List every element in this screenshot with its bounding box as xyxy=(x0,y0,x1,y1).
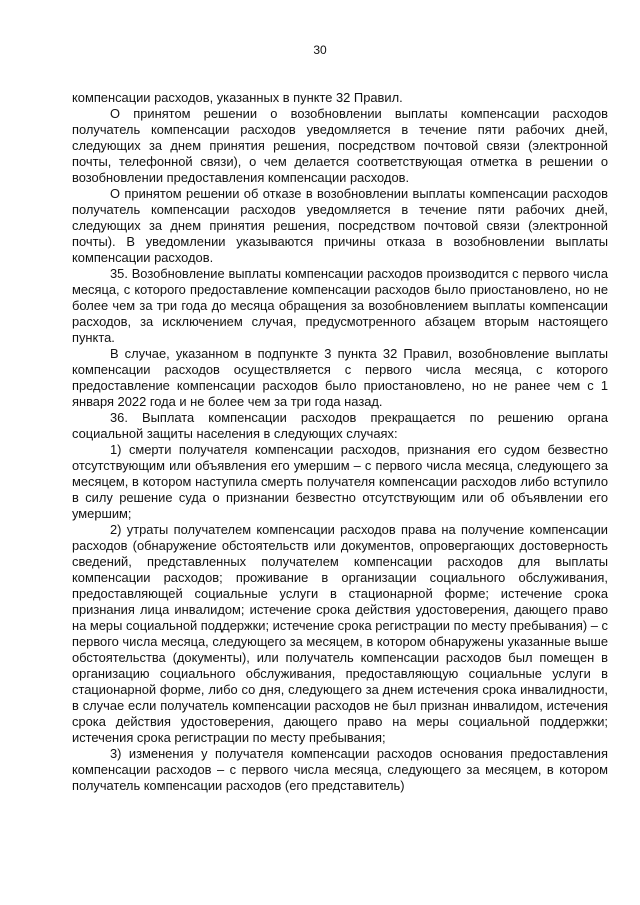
page-number: 30 xyxy=(313,43,327,57)
paragraph-continuation: компенсации расходов, указанных в пункте 32 Правил. xyxy=(72,90,403,105)
paragraph-item-36-1: 1) смерти получателя компенсации расходов, признания его судом безвестно отсутствующим или объявления его умершим – с первого числа месяца, следующего за месяцем, в котором наступила смерть получателя компенсации расходов либо вступило в силу решение суда о признании безвестно отсутствующим или об объявлении его умершим; xyxy=(72,442,608,521)
paragraph-item-36: 36. Выплата компенсации расходов прекращается по решению органа социальной защиты населения в следующих случаях: xyxy=(72,410,608,441)
paragraph-resume-notice: О принятом решении о возобновлении выплаты компенсации расходов получатель компенсации расходов уведомляется в течение пяти рабочих дней, следующих за днем принятия решения, посредством почтовой связи (электронной почты, телефонной связи), о чем делается соответствующая отметка в решении о возобновлении предоставления компенсации расходов. xyxy=(72,106,608,185)
paragraph-item-35-exception: В случае, указанном в подпункте 3 пункта 32 Правил, возобновление выплаты компенсации расходов осуществляется с первого числа месяца, с которого предоставление компенсации расходов было приостановлено, но не ранее чем с 1 января 2022 года и не более чем за три года назад. xyxy=(72,346,608,409)
document-body xyxy=(72,90,608,794)
paragraph-item-36-3: 3) изменения у получателя компенсации расходов основания предоставления компенсации расходов – с первого числа месяца, следующего за месяцем, в котором получатель компенсации расходов (его представитель) xyxy=(72,746,608,793)
paragraph-item-35: 35. Возобновление выплаты компенсации расходов производится с первого числа месяца, с которого предоставление компенсации расходов было приостановлено, но не более чем за три года до месяца обращения за возобновлением выплаты компенсации расходов, за исключением случая, предусмотренного абзацем вторым настоящего пункта. xyxy=(72,266,608,345)
paragraph-refusal-notice: О принятом решении об отказе в возобновлении выплаты компенсации расходов получатель компенсации расходов уведомляется в течение пяти рабочих дней, следующих за днем принятия решения, посредством почтовой связи (электронной почты). В уведомлении указываются причины отказа в возобновлении выплаты компенсации расходов. xyxy=(72,186,608,265)
paragraph-item-36-2: 2) утраты получателем компенсации расходов права на получение компенсации расходов (обнаружение обстоятельств или документов, опровергающих достоверность сведений, представленных получателем компенсации расходов для выплаты компенсации расходов; проживание в организации социального обслуживания, предоставляющей социальные услуги в стационарной форме; истечение срока признания лица инвалидом; истечение срока действия удостоверения, дающего право на меры социальной поддержки; истечение срока регистрации по месту пребывания) – с первого числа месяца, следующего за месяцем, в котором обнаружены указанные выше обстоятельства (документы), или получатель компенсации расходов был помещен в организацию социального обслуживания, предоставляющую социальные услуги в стационарной форме, либо со дня, следующего за днем истечения срока инвалидности, в случае если получатель компенсации расходов не был признан инвалидом, истечения срока действия удостоверения, дающего право на меры социальной поддержки; истечения срока регистрации по месту пребывания; xyxy=(72,522,608,745)
